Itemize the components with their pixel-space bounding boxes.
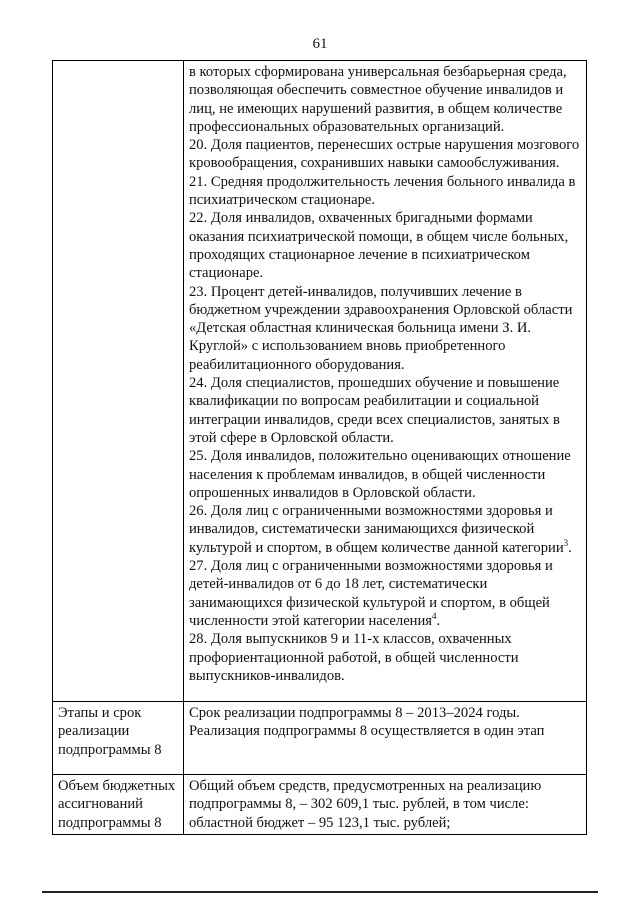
list-item: 24. Доля специалистов, прошедших обучение и повышение квалификации по вопросам реабилитации и социальной интеграции инвалидов, среди всех специалистов, занятых в этой сфере в Орловской области. <box>189 375 560 446</box>
list-item <box>189 502 581 557</box>
footnote-marker: 3 <box>563 537 569 548</box>
list-item: областной бюджет – 95 123,1 тыс. рублей; <box>189 814 451 831</box>
passport-table <box>52 60 587 835</box>
page-number: 61 <box>312 36 328 52</box>
item-text: 27. Доля лиц с ограниченными возможностями здоровья и детей-инвалидов от 6 до 18 лет, систематически занимающихся физической культурой и спортом, в общей численности этой категории населения <box>189 558 553 629</box>
list-item: 25. Доля инвалидов, положительно оценивающих отношение населения к проблемам инвалидов, в общей численности опрошенных инвалидов в Орловской области. <box>189 448 571 501</box>
row-content <box>184 775 587 835</box>
list-item: 23. Процент детей-инвалидов, получивших лечение в бюджетном учреждении здравоохранения Орловской области «Детская областная клиническая больница имени З. И. Круглой» с использованием вновь приобретенного реабилитационного оборудования. <box>189 283 573 373</box>
footnote-marker: 4 <box>432 611 437 622</box>
table-row-indicators <box>53 61 587 702</box>
list-item: 21. Средняя продолжительность лечения больного инвалида в психиатрическом стационаре. <box>189 173 576 209</box>
item-tail: . <box>436 612 441 629</box>
row-content <box>184 702 587 775</box>
list-item: Срок реализации подпрограммы 8 – 2013–2024 годы. <box>189 705 520 721</box>
row-label: Объем бюджетных ассигнований подпрограммы 8 <box>53 775 184 835</box>
row-label <box>53 61 184 702</box>
list-item: 20. Доля пациентов, перенесших острые нарушения мозгового кровообращения, сохранивших навыки самообслуживания. <box>189 137 580 172</box>
list-item: в которых сформирована универсальная безбарьерная среда, позволяющая обеспечить совместное обучение инвалидов и лиц, не имеющих нарушений развития, в общем количестве профессиональных образовательных организаций. <box>189 64 567 135</box>
row-content <box>184 61 587 702</box>
table-row-stages <box>53 702 587 775</box>
table-row-budget <box>53 775 587 835</box>
list-item <box>189 557 581 630</box>
row-label: Этапы и срок реализации подпрограммы 8 <box>53 702 184 775</box>
item-text: 26. Доля лиц с ограниченными возможностями здоровья и инвалидов, систематически занимающихся физической культурой и спортом, в общем количестве данной категории <box>189 503 564 556</box>
bottom-rule <box>42 891 598 893</box>
list-item: 22. Доля инвалидов, охваченных бригадными формами оказания психиатрической помощи, в общем числе больных, проходящих стационарное лечение в психиатрическом стационаре. <box>189 210 569 282</box>
list-item: Общий объем средств, предусмотренных на реализацию подпрограммы 8, – 302 609,1 тыс. рублей, в том числе: <box>189 778 542 813</box>
list-item: Реализация подпрограммы 8 осуществляется в один этап <box>189 723 545 740</box>
list-item: 28. Доля выпускников 9 и 11-х классов, охваченных профориентационной работой, в общей численности выпускников-инвалидов. <box>189 631 519 684</box>
item-tail: . <box>568 539 572 556</box>
